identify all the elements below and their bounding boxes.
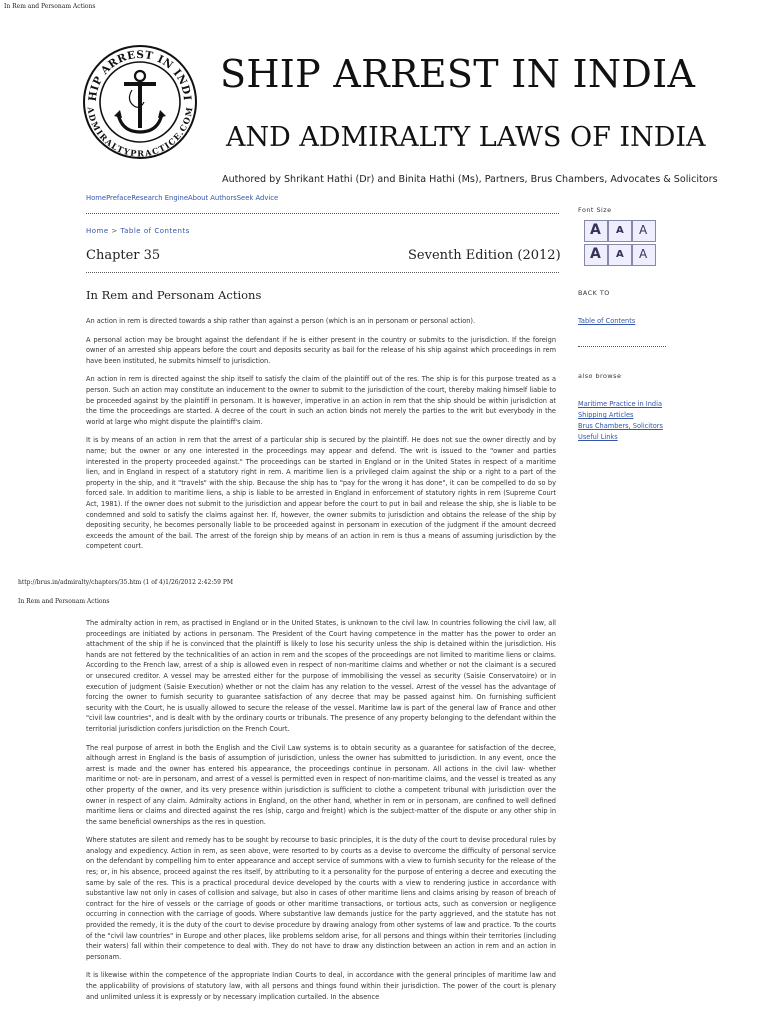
divider xyxy=(578,346,666,347)
print-header-title-page2: In Rem and Personam Actions xyxy=(18,598,110,605)
nav-seek-advice[interactable]: Seek Advice xyxy=(236,194,279,202)
breadcrumb xyxy=(86,227,190,235)
make-text-larger-button[interactable] xyxy=(584,220,608,242)
site-subtitle: AND ADMIRALTY LAWS OF INDIA xyxy=(226,122,706,153)
page2-content xyxy=(86,618,556,1024)
nav-about-authors[interactable]: About Authors xyxy=(188,194,237,202)
reset-text-size-button[interactable] xyxy=(632,220,656,242)
chapter-title: In Rem and Personam Actions xyxy=(86,288,262,302)
back-to-label: BACK TO xyxy=(578,289,610,297)
browse-links xyxy=(578,399,688,443)
make-text-smaller-button[interactable] xyxy=(608,244,632,266)
svg-text:SHIP ARREST IN INDIA xyxy=(82,44,193,102)
chapter-label: Chapter 35 xyxy=(86,248,161,263)
anchor-seal-icon xyxy=(82,44,198,160)
paragraph: A personal action may be brought against the defendant if he is either present in the country or submits to the jurisdiction. If the foreign owner of an arrested ship appears before the court and deposits security as bail for the release of his ship against which proceedings in rem have been instituted, he submits himself to jurisdiction. xyxy=(86,335,556,365)
reset-text-size-button[interactable] xyxy=(632,244,656,266)
also-browse-label: also browse xyxy=(578,372,622,380)
print-header-title: In Rem and Personam Actions xyxy=(4,3,96,10)
browse-link-useful-links[interactable]: Useful Links xyxy=(578,433,618,441)
browse-link-brus-chambers[interactable]: Brus Chambers, Solicitors xyxy=(578,422,663,430)
paragraph: Where statutes are silent and remedy has to be sought by recourse to basic principles, it is the duty of the court to devise procedural rules by analogy and expediency. Action in rem, as seen above, were resorted to by courts as a devise to overcome the difficulty of personal service on the defendant by compelling him to enter appearance and accept service of summons with a view to furnish security for the release of the res; or, in his absence, proceed against the res itself, by attributing to it a personality for the purpose of entering a decree and executing the same by sale of the res. This is a practical procedural device developed by the courts with a view to rendering justice in accordance with substantive law not only in cases of collision and salvage, but also in cases of other maritime liens and claims arising by reason of breach of contract for the hire of vessels or the carriage of goods or other maritime transactions, or tortious acts, such as conversion or negligence occurring in connection with the carriage of goods. Where substantive law demands justice for the party aggrieved, and the statute has not provided the remedy, it is the duty of the court to devise procedure by drawing analogy from other systems of law and practice. To the courts of the "civil law countries" in Europe and other places, like problems seldom arise, for all persons and things within their territories (including their waters) fall within their competence to deal with. They do not have to draw any distinction between an action in rem and an action in personam. xyxy=(86,836,556,961)
text-larger-icon: A xyxy=(590,246,601,262)
text-smaller-icon: A xyxy=(616,225,624,236)
logo-bottom-text: ADMIRALTYPRACTICE.COM xyxy=(85,106,195,159)
text-reset-icon: A xyxy=(639,247,648,261)
site-title: SHIP ARREST IN INDIA xyxy=(220,52,696,96)
breadcrumb-separator: > xyxy=(111,227,118,235)
text-larger-icon: A xyxy=(590,222,601,238)
divider xyxy=(86,272,559,273)
edition-label: Seventh Edition (2012) xyxy=(408,248,561,263)
browse-link-shipping-articles[interactable]: Shipping Articles xyxy=(578,411,634,419)
back-to-toc-link[interactable]: Table of Contents xyxy=(578,317,636,325)
make-text-larger-button[interactable] xyxy=(584,244,608,266)
logo-top-text: HIP ARREST IN INDI xyxy=(86,48,194,102)
paragraph: An action in rem is directed towards a ship rather than against a person (which is an in personam or personal action). xyxy=(86,317,476,325)
text-smaller-icon: A xyxy=(616,249,624,260)
top-nav xyxy=(86,194,278,202)
paragraph: The admiralty action in rem, as practised in England or in the United States, is unknown to the civil law. In countries following the civil law, all proceedings are initiated by actions in personam. The President of the Court having competence in the matter has the power to order an attachment of the ship if he is convinced that the plaintiff is likely to lose his security unless the ship is detained within the jurisdiction. His hands are not fettered by the technicalities of an action in rem and the scopes of the proceedings are not limited to maritime liens or claims. According to the French law, arrest of a ship is allowed even in respect of non-maritime claims and whether or not the claimant is a secured or unsecured creditor. A vessel may be arrested either for the purpose of immobilising the vessel as security (Saisie Conservatoire) or in execution of judgment (Saisie Execution) whether or not the claim has any relation to the vessel. Arrest of the vessel has the advantage of forcing the owner to furnish security to guarantee satisfaction of any decree that may be passed against him. On furnishing sufficient security with the Court, he is usually allowed to secure the release of the vessel. Maritime law is part of the general law of France and other "civil law countries", and is dealt with by the ordinary courts or tribunals. The presence of any property belonging to the defendant within the territorial jurisdiction confers jurisdiction on the French Court. xyxy=(86,619,556,733)
text-reset-icon: A xyxy=(639,223,648,237)
site-logo[interactable] xyxy=(82,44,198,160)
divider xyxy=(86,213,559,214)
breadcrumb-current[interactable]: Table of Contents xyxy=(120,227,190,235)
nav-home[interactable]: Home xyxy=(86,194,107,202)
nav-preface[interactable]: Preface xyxy=(106,194,132,202)
font-size-controls xyxy=(584,220,656,268)
authors-line: Authored by Shrikant Hathi (Dr) and Binita Hathi (Ms), Partners, Brus Chambers, Advocates & Solicitors xyxy=(222,174,718,185)
breadcrumb-home[interactable]: Home xyxy=(86,227,109,235)
paragraph: An action in rem is directed against the ship itself to satisfy the claim of the plaintiff out of the res. The ship is for this purpose treated as a person. Such an action may constitute an inducement to the owner to submit to the jurisdiction of the court, thereby making himself liable to be proceeded against by the plaintiff in personam. It is however, imperative in an action in rem that the ship should be within jurisdiction at the time the proceedings are started. A decree of the court in such an action binds not merely the parties to the writ but everybody in the world at large who might dispute the plaintiff's claim. xyxy=(86,375,556,426)
make-text-smaller-button[interactable] xyxy=(608,220,632,242)
page1-content xyxy=(86,316,556,560)
paragraph: It is likewise within the competence of the appropriate Indian Courts to deal, in accordance with the general principles of maritime law and the applicability of provisions of statutory law, with all persons and things found within their jurisdiction. The power of the court is plenary and unlimited unless it is expressly or by necessary implication curtailed. In the absence xyxy=(86,971,556,1001)
browse-link-maritime-practice[interactable]: Maritime Practice in India xyxy=(578,400,662,408)
paragraph: It is by means of an action in rem that the arrest of a particular ship is secured by the plaintiff. He does not sue the owner directly and by name; but the owner or any one interested in the proceedings may appear and defend. The writ is issued to the "owner and parties interested in the property proceeded against." The proceedings can be started in England or in the United States in respect of a maritime lien, and in England in respect of a statutory right in rem. A maritime lien is a privileged claim against the ship or a right to a part of the property in the ship, and it "travels" with the ship. Because the ship has to "pay for the wrong it has done", it can be compelled to do so by forced sale. In addition to maritime liens, a ship is liable to be arrested in England in enforcement of statutory rights in rem (Supreme Court Act, 1981). If the owner does not submit to the jurisdiction and appear before the court to put in bail and release the ship, she is liable to be condemned and sold to satisfy the claims against her. If, however, the owner submits to jurisdiction and obtains the release of the ship by depositing security, he becomes personally liable to be proceeded against in personam in execution of the judgment if the amount decreed exceeds the amount of the bail. The arrest of the foreign ship by means of an action in rem is thus a means of assuming jurisdiction by the competent court. xyxy=(86,436,556,551)
font-size-label: Font Size xyxy=(578,206,612,214)
nav-research-engine[interactable]: Research Engine xyxy=(131,194,189,202)
print-url-line: http://brus.in/admiralty/chapters/35.htm (1 of 4)1/26/2012 2:42:59 PM xyxy=(18,579,234,586)
paragraph: The real purpose of arrest in both the English and the Civil Law systems is to obtain security as a guarantee for satisfaction of the decree, although arrest in England is the basis of assumption of jurisdiction, unless the owner has submitted to jurisdiction. In any event, once the arrest is made and the owner has entered his appearance, the proceedings continue in personam. All actions in the civil law- whether maritime or not- are in personam, and arrest of a vessel is permitted even in respect of non-maritime claims, and the vessel is treated as any other property of the owner, and its very presence within jurisdiction is sufficient to clothe a competent tribunal with jurisdiction over the owner in respect of any claim. Admiralty actions in England, on the other hand, whether in rem or in personam, are confined to well defined maritime liens or claims and directed against the res (ship, cargo and freight) which is the subject-matter of the dispute or any other ship in the same beneficial ownerships as the res in question. xyxy=(86,743,556,826)
